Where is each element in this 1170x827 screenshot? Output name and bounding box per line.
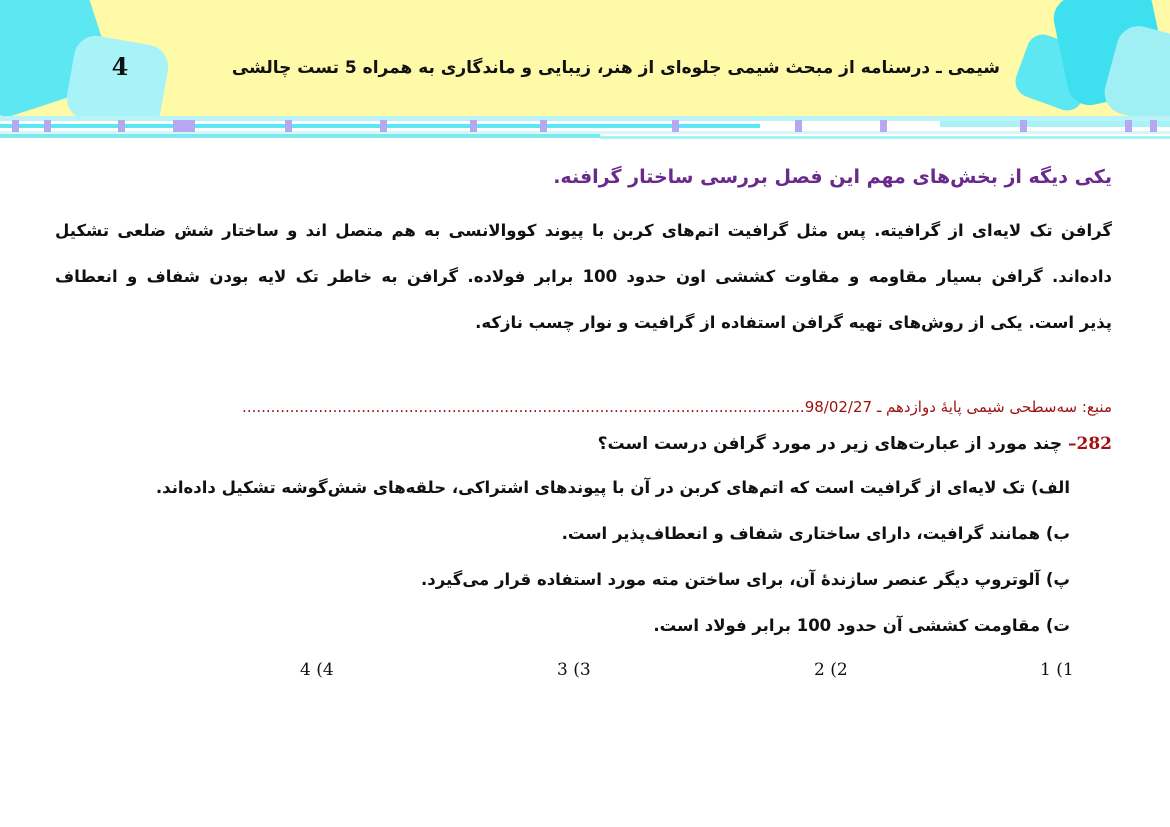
body-paragraph	[55, 208, 1112, 346]
paragraph-line: داده‌اند. گرافن بسیار مقاومه و مقاوت کششی اون حدود 100 برابر فولاده. گرافن به خاطر تک لایه بودن شفاف و انعطاف	[55, 267, 1112, 286]
statement-item: ب) همانند گرافیت، دارای ساختاری شفاف و انعطاف‌پذیر است.	[561, 524, 1070, 543]
answer-option[interactable]: 3 (3	[557, 660, 591, 680]
page-number: 4	[111, 52, 129, 81]
header-title: شیمی ـ درسنامه از مبحث شیمی جلوه‌ای از هنر، زیبایی و ماندگاری به همراه 5 تست چالشی	[231, 58, 1000, 78]
dotted-leader: ......................................................................................................................	[242, 398, 805, 416]
answer-option[interactable]: 1 (1	[1040, 660, 1074, 680]
page-header	[0, 0, 1170, 116]
decorative-stripes	[0, 116, 1170, 142]
source-line	[58, 398, 1112, 416]
answer-option[interactable]: 2 (2	[814, 660, 848, 680]
answer-option[interactable]: 4 (4	[300, 660, 334, 680]
paragraph-line: پذیر است. یکی از روش‌های تهیه گرافن استفاده از گرافیت و نوار چسب نازکه.	[475, 313, 1112, 332]
statement-item: الف) تک لایه‌ای از گرافیت است که اتم‌های کربن در آن با پیوندهای اشتراکی، حلقه‌های شش‌گوشه تشکیل داده‌اند.	[155, 478, 1070, 497]
statement-item: ت) مقاومت کششی آن حدود 100 برابر فولاد است.	[653, 616, 1070, 635]
source-text: منبع: سه‌سطحی شیمی پایهٔ دوازدهم ـ 98/02/27	[804, 398, 1112, 416]
question-number: 282–	[1068, 434, 1112, 454]
question-text: چند مورد از عبارت‌های زیر در مورد گرافن درست است؟	[597, 434, 1063, 454]
statement-item: پ) آلوتروپ دیگر عنصر سازندهٔ آن، برای ساختن مته مورد استفاده قرار می‌گیرد.	[421, 570, 1070, 589]
section-heading: یکی دیگه از بخش‌های مهم این فصل بررسی ساختار گرافنه.	[553, 166, 1112, 188]
paragraph-line: گرافن تک لایه‌ای از گرافیته. پس مثل گرافیت اتم‌های کربن با پیوند کووالانسی به هم متصل اند و ساختار شش ضلعی تشکیل	[55, 221, 1112, 240]
question-stem	[55, 434, 1112, 454]
